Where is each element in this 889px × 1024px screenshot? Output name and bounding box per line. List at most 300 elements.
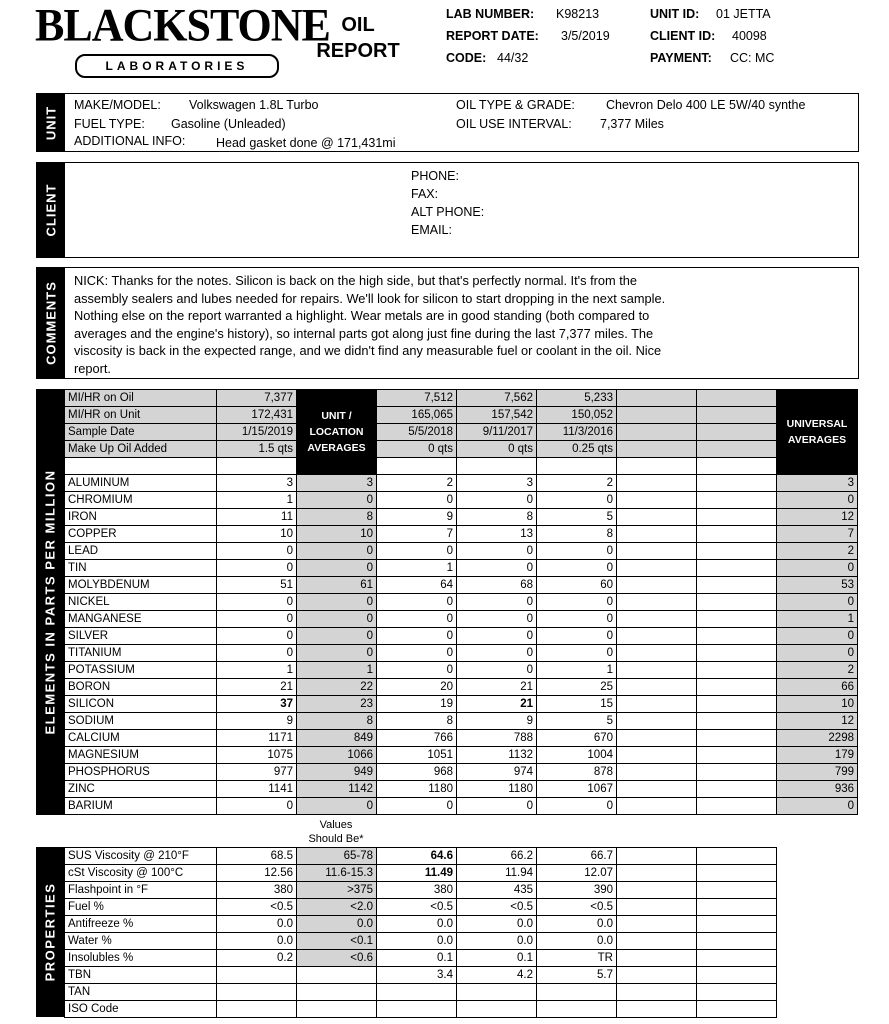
property-name: Fuel % bbox=[65, 899, 217, 916]
element-universal-average: 0 bbox=[777, 798, 858, 815]
element-universal-average: 12 bbox=[777, 713, 858, 730]
element-unit-average: 0 bbox=[297, 645, 377, 662]
element-row bbox=[65, 543, 858, 560]
element-row bbox=[65, 492, 858, 509]
element-prev2: 0 bbox=[457, 560, 537, 577]
element-unit-average: 949 bbox=[297, 764, 377, 781]
blank-cell bbox=[697, 458, 777, 475]
property-prev2: <0.5 bbox=[457, 899, 537, 916]
element-prev3: 1067 bbox=[537, 781, 617, 798]
element-row bbox=[65, 730, 858, 747]
property-prev2 bbox=[457, 984, 537, 1001]
element-prev2: 21 bbox=[457, 679, 537, 696]
separator-row bbox=[65, 458, 858, 475]
comments-text bbox=[74, 272, 665, 377]
element-universal-average: 10 bbox=[777, 696, 858, 713]
element-unit-average: 61 bbox=[297, 577, 377, 594]
info-prev1: 165,065 bbox=[377, 407, 457, 424]
element-prev1: 9 bbox=[377, 509, 457, 526]
blank-cell bbox=[617, 628, 697, 645]
blank-cell bbox=[617, 594, 697, 611]
element-unit-average: 0 bbox=[297, 560, 377, 577]
property-row bbox=[65, 950, 777, 967]
property-row bbox=[65, 916, 777, 933]
element-prev1: 64 bbox=[377, 577, 457, 594]
unit-id-label: UNIT ID: bbox=[650, 7, 700, 21]
element-row bbox=[65, 747, 858, 764]
element-prev2: 0 bbox=[457, 798, 537, 815]
info-label: Make Up Oil Added bbox=[65, 441, 217, 458]
element-universal-average: 1 bbox=[777, 611, 858, 628]
element-name: MAGNESIUM bbox=[65, 747, 217, 764]
property-expected bbox=[297, 1001, 377, 1018]
element-prev3: 1004 bbox=[537, 747, 617, 764]
blank-cell bbox=[697, 594, 777, 611]
property-expected: >375 bbox=[297, 882, 377, 899]
element-universal-average: 0 bbox=[777, 560, 858, 577]
element-universal-average: 0 bbox=[777, 645, 858, 662]
info-prev2: 0 qts bbox=[457, 441, 537, 458]
blank-cell bbox=[697, 764, 777, 781]
element-prev1: 0 bbox=[377, 611, 457, 628]
element-prev2: 0 bbox=[457, 628, 537, 645]
comments-section bbox=[36, 267, 859, 379]
element-name: ZINC bbox=[65, 781, 217, 798]
element-universal-average: 2 bbox=[777, 543, 858, 560]
element-row bbox=[65, 764, 858, 781]
info-empty bbox=[697, 424, 777, 441]
element-row bbox=[65, 526, 858, 543]
element-prev1: 0 bbox=[377, 492, 457, 509]
element-prev2: 0 bbox=[457, 543, 537, 560]
blank-cell bbox=[697, 798, 777, 815]
blank-cell bbox=[697, 628, 777, 645]
element-unit-average: 0 bbox=[297, 611, 377, 628]
element-name: TITANIUM bbox=[65, 645, 217, 662]
element-row bbox=[65, 645, 858, 662]
comment-line: averages and the engine's history), so internal parts got along just fine during the last 7,377 miles. The bbox=[74, 325, 654, 341]
element-universal-average: 936 bbox=[777, 781, 858, 798]
comment-line: NICK: Thanks for the notes. Silicon is back on the high side, but that's perfectly normal. It's from the bbox=[74, 273, 638, 288]
property-name: Insolubles % bbox=[65, 950, 217, 967]
property-prev2: 0.0 bbox=[457, 916, 537, 933]
blank-cell bbox=[617, 492, 697, 509]
client-side-label: CLIENT bbox=[37, 163, 65, 257]
element-prev3: 0 bbox=[537, 594, 617, 611]
element-prev3: 0 bbox=[537, 543, 617, 560]
blank-cell bbox=[217, 458, 297, 475]
property-row bbox=[65, 933, 777, 950]
lab-number-value: K98213 bbox=[556, 7, 600, 21]
blank-cell bbox=[617, 662, 697, 679]
property-name: SUS Viscosity @ 210°F bbox=[65, 848, 217, 865]
element-unit-average: 10 bbox=[297, 526, 377, 543]
element-prev1: 0 bbox=[377, 628, 457, 645]
property-row bbox=[65, 848, 777, 865]
property-prev3: <0.5 bbox=[537, 899, 617, 916]
blank-cell bbox=[697, 882, 777, 899]
element-name: CALCIUM bbox=[65, 730, 217, 747]
element-unit-average: 1142 bbox=[297, 781, 377, 798]
property-name: cSt Viscosity @ 100°C bbox=[65, 865, 217, 882]
property-prev1: 0.1 bbox=[377, 950, 457, 967]
property-prev3: 0.0 bbox=[537, 916, 617, 933]
element-row bbox=[65, 662, 858, 679]
info-empty bbox=[697, 390, 777, 407]
element-current: 1171 bbox=[217, 730, 297, 747]
property-name: Antifreeze % bbox=[65, 916, 217, 933]
element-name: MOLYBDENUM bbox=[65, 577, 217, 594]
element-row bbox=[65, 679, 858, 696]
blank-cell bbox=[617, 560, 697, 577]
info-current: 1/15/2019 bbox=[217, 424, 297, 441]
element-prev2: 1180 bbox=[457, 781, 537, 798]
info-row bbox=[65, 441, 858, 458]
blank-cell bbox=[617, 696, 697, 713]
blank-cell bbox=[697, 967, 777, 984]
element-row bbox=[65, 696, 858, 713]
blank-cell bbox=[697, 1001, 777, 1018]
additional-info-label: ADDITIONAL INFO: bbox=[74, 134, 186, 148]
blank-cell bbox=[697, 781, 777, 798]
property-expected bbox=[297, 984, 377, 1001]
report-title-line1: OIL bbox=[341, 14, 375, 36]
element-prev2: 1132 bbox=[457, 747, 537, 764]
property-prev1 bbox=[377, 984, 457, 1001]
element-current: 37 bbox=[217, 696, 297, 713]
universal-averages-header: UNIVERSAL AVERAGES bbox=[777, 390, 858, 475]
oil-type-value: Chevron Delo 400 LE 5W/40 synthe bbox=[606, 98, 806, 112]
element-prev3: 8 bbox=[537, 526, 617, 543]
blank-cell bbox=[617, 679, 697, 696]
info-row bbox=[65, 407, 858, 424]
element-unit-average: 0 bbox=[297, 628, 377, 645]
element-current: 0 bbox=[217, 543, 297, 560]
element-prev1: 2 bbox=[377, 475, 457, 492]
unit-id-value: 01 JETTA bbox=[716, 7, 771, 21]
element-row bbox=[65, 577, 858, 594]
property-expected: 0.0 bbox=[297, 916, 377, 933]
blank-cell bbox=[617, 526, 697, 543]
blank-cell bbox=[697, 526, 777, 543]
property-prev3: 390 bbox=[537, 882, 617, 899]
blank-cell bbox=[617, 882, 697, 899]
element-row bbox=[65, 611, 858, 628]
element-prev1: 1 bbox=[377, 560, 457, 577]
property-row bbox=[65, 865, 777, 882]
info-row bbox=[65, 424, 858, 441]
element-name: BARIUM bbox=[65, 798, 217, 815]
element-current: 977 bbox=[217, 764, 297, 781]
info-label: Sample Date bbox=[65, 424, 217, 441]
blank-cell bbox=[697, 492, 777, 509]
property-expected: <0.6 bbox=[297, 950, 377, 967]
oil-use-label: OIL USE INTERVAL: bbox=[456, 117, 572, 131]
property-name: TAN bbox=[65, 984, 217, 1001]
property-prev2: 435 bbox=[457, 882, 537, 899]
blank-cell bbox=[617, 713, 697, 730]
blank-cell bbox=[617, 543, 697, 560]
blank-cell bbox=[617, 747, 697, 764]
property-prev1: <0.5 bbox=[377, 899, 457, 916]
values-header-line2: Should Be* bbox=[308, 833, 364, 845]
element-prev3: 0 bbox=[537, 492, 617, 509]
blank-cell bbox=[617, 933, 697, 950]
element-prev2: 8 bbox=[457, 509, 537, 526]
blank-cell bbox=[65, 458, 217, 475]
property-prev3: 5.7 bbox=[537, 967, 617, 984]
property-current: 380 bbox=[217, 882, 297, 899]
info-prev2: 7,562 bbox=[457, 390, 537, 407]
property-expected: 65-78 bbox=[297, 848, 377, 865]
element-prev1: 7 bbox=[377, 526, 457, 543]
element-name: MANGANESE bbox=[65, 611, 217, 628]
element-prev2: 0 bbox=[457, 645, 537, 662]
blank-cell bbox=[617, 611, 697, 628]
additional-info-value: Head gasket done @ 171,431mi bbox=[216, 136, 396, 150]
element-row bbox=[65, 798, 858, 815]
property-prev2: 0.0 bbox=[457, 933, 537, 950]
info-prev2: 9/11/2017 bbox=[457, 424, 537, 441]
info-empty bbox=[697, 407, 777, 424]
element-name: LEAD bbox=[65, 543, 217, 560]
element-current: 51 bbox=[217, 577, 297, 594]
element-name: BORON bbox=[65, 679, 217, 696]
info-empty bbox=[617, 407, 697, 424]
blank-cell bbox=[697, 848, 777, 865]
element-universal-average: 179 bbox=[777, 747, 858, 764]
element-name: SILVER bbox=[65, 628, 217, 645]
element-current: 3 bbox=[217, 475, 297, 492]
element-unit-average: 0 bbox=[297, 798, 377, 815]
element-row bbox=[65, 560, 858, 577]
property-current bbox=[217, 967, 297, 984]
blank-cell bbox=[697, 543, 777, 560]
element-universal-average: 0 bbox=[777, 628, 858, 645]
blank-cell bbox=[697, 747, 777, 764]
info-current: 7,377 bbox=[217, 390, 297, 407]
lab-number-label: LAB NUMBER: bbox=[446, 7, 535, 21]
property-prev1: 0.0 bbox=[377, 933, 457, 950]
element-current: 0 bbox=[217, 560, 297, 577]
element-row bbox=[65, 509, 858, 526]
values-should-be-header bbox=[296, 818, 376, 846]
elements-side-label: ELEMENTS IN PARTS PER MILLION bbox=[36, 389, 64, 815]
element-prev3: 670 bbox=[537, 730, 617, 747]
property-row bbox=[65, 1001, 777, 1018]
element-current: 1141 bbox=[217, 781, 297, 798]
oil-use-value: 7,377 Miles bbox=[600, 117, 664, 131]
info-prev3: 150,052 bbox=[537, 407, 617, 424]
element-name: TIN bbox=[65, 560, 217, 577]
element-prev1: 0 bbox=[377, 594, 457, 611]
property-current bbox=[217, 1001, 297, 1018]
blank-cell bbox=[617, 730, 697, 747]
blank-cell bbox=[697, 950, 777, 967]
property-prev1: 380 bbox=[377, 882, 457, 899]
blank-cell bbox=[617, 848, 697, 865]
element-prev1: 968 bbox=[377, 764, 457, 781]
element-universal-average: 2 bbox=[777, 662, 858, 679]
element-prev1: 0 bbox=[377, 798, 457, 815]
element-prev1: 0 bbox=[377, 662, 457, 679]
element-row bbox=[65, 713, 858, 730]
element-current: 0 bbox=[217, 798, 297, 815]
property-expected: <0.1 bbox=[297, 933, 377, 950]
info-current: 172,431 bbox=[217, 407, 297, 424]
info-empty bbox=[697, 441, 777, 458]
info-prev1: 7,512 bbox=[377, 390, 457, 407]
element-prev3: 2 bbox=[537, 475, 617, 492]
element-prev2: 21 bbox=[457, 696, 537, 713]
element-current: 9 bbox=[217, 713, 297, 730]
info-empty bbox=[617, 390, 697, 407]
element-row bbox=[65, 475, 858, 492]
info-prev3: 5,233 bbox=[537, 390, 617, 407]
element-name: SILICON bbox=[65, 696, 217, 713]
blank-cell bbox=[697, 509, 777, 526]
property-expected: <2.0 bbox=[297, 899, 377, 916]
blank-cell bbox=[697, 984, 777, 1001]
element-prev2: 0 bbox=[457, 492, 537, 509]
element-name: POTASSIUM bbox=[65, 662, 217, 679]
element-unit-average: 1066 bbox=[297, 747, 377, 764]
blank-cell bbox=[697, 577, 777, 594]
blank-cell bbox=[617, 509, 697, 526]
client-id-value: 40098 bbox=[732, 29, 767, 43]
element-prev2: 68 bbox=[457, 577, 537, 594]
property-prev3: TR bbox=[537, 950, 617, 967]
element-prev3: 0 bbox=[537, 628, 617, 645]
element-universal-average: 53 bbox=[777, 577, 858, 594]
info-prev1: 5/5/2018 bbox=[377, 424, 457, 441]
element-universal-average: 2298 bbox=[777, 730, 858, 747]
unit-location-averages-header: UNIT / LOCATION AVERAGES bbox=[297, 390, 377, 475]
element-prev3: 5 bbox=[537, 713, 617, 730]
property-prev3 bbox=[537, 1001, 617, 1018]
element-prev3: 878 bbox=[537, 764, 617, 781]
property-prev1: 11.49 bbox=[377, 865, 457, 882]
blank-cell bbox=[537, 458, 617, 475]
element-prev2: 0 bbox=[457, 594, 537, 611]
payment-label: PAYMENT: bbox=[650, 51, 712, 65]
element-current: 0 bbox=[217, 594, 297, 611]
alt-phone-label: ALT PHONE: bbox=[411, 205, 485, 219]
property-current bbox=[217, 984, 297, 1001]
property-current: 0.2 bbox=[217, 950, 297, 967]
element-unit-average: 0 bbox=[297, 594, 377, 611]
element-current: 1075 bbox=[217, 747, 297, 764]
element-prev1: 8 bbox=[377, 713, 457, 730]
property-prev3: 0.0 bbox=[537, 933, 617, 950]
element-unit-average: 23 bbox=[297, 696, 377, 713]
report-title bbox=[310, 12, 406, 64]
element-prev3: 60 bbox=[537, 577, 617, 594]
element-prev2: 0 bbox=[457, 611, 537, 628]
element-name: CHROMIUM bbox=[65, 492, 217, 509]
element-name: SODIUM bbox=[65, 713, 217, 730]
report-date-value: 3/5/2019 bbox=[561, 29, 610, 43]
element-universal-average: 66 bbox=[777, 679, 858, 696]
report-title-line2: REPORT bbox=[316, 40, 400, 62]
property-expected: 11.6-15.3 bbox=[297, 865, 377, 882]
comment-line: Nothing else on the report warranted a highlight. Wear metals are in good standing (both compared to bbox=[74, 308, 650, 323]
property-prev3: 12.07 bbox=[537, 865, 617, 882]
element-name: NICKEL bbox=[65, 594, 217, 611]
blank-cell bbox=[617, 950, 697, 967]
blank-cell bbox=[617, 1001, 697, 1018]
blank-cell bbox=[617, 967, 697, 984]
element-current: 11 bbox=[217, 509, 297, 526]
element-current: 21 bbox=[217, 679, 297, 696]
blank-cell bbox=[697, 730, 777, 747]
info-prev2: 157,542 bbox=[457, 407, 537, 424]
blank-cell bbox=[697, 679, 777, 696]
blank-cell bbox=[617, 781, 697, 798]
make-model-value: Volkswagen 1.8L Turbo bbox=[189, 98, 319, 112]
property-name: Water % bbox=[65, 933, 217, 950]
element-prev1: 20 bbox=[377, 679, 457, 696]
blank-cell bbox=[617, 475, 697, 492]
property-current: <0.5 bbox=[217, 899, 297, 916]
blank-cell bbox=[617, 899, 697, 916]
client-section bbox=[36, 162, 859, 258]
fuel-type-label: FUEL TYPE: bbox=[74, 117, 145, 131]
blank-cell bbox=[697, 713, 777, 730]
element-current: 0 bbox=[217, 611, 297, 628]
phone-label: PHONE: bbox=[411, 169, 459, 183]
element-name: IRON bbox=[65, 509, 217, 526]
info-prev3: 0.25 qts bbox=[537, 441, 617, 458]
comment-line: report. bbox=[74, 360, 111, 376]
element-row bbox=[65, 781, 858, 798]
element-prev1: 766 bbox=[377, 730, 457, 747]
element-universal-average: 799 bbox=[777, 764, 858, 781]
blank-cell bbox=[697, 933, 777, 950]
element-prev1: 0 bbox=[377, 645, 457, 662]
property-prev2 bbox=[457, 1001, 537, 1018]
fuel-type-value: Gasoline (Unleaded) bbox=[171, 117, 286, 131]
unit-side-label: UNIT bbox=[37, 94, 65, 151]
blank-cell bbox=[697, 916, 777, 933]
payment-value: CC: MC bbox=[730, 51, 775, 65]
element-unit-average: 1 bbox=[297, 662, 377, 679]
blank-cell bbox=[697, 611, 777, 628]
blank-cell bbox=[617, 798, 697, 815]
element-row bbox=[65, 594, 858, 611]
property-name: Flashpoint in °F bbox=[65, 882, 217, 899]
element-unit-average: 0 bbox=[297, 543, 377, 560]
info-prev3: 11/3/2016 bbox=[537, 424, 617, 441]
properties-table bbox=[64, 847, 777, 1018]
blank-cell bbox=[697, 560, 777, 577]
property-name: TBN bbox=[65, 967, 217, 984]
element-unit-average: 8 bbox=[297, 509, 377, 526]
element-current: 0 bbox=[217, 645, 297, 662]
element-name: PHOSPHORUS bbox=[65, 764, 217, 781]
property-row bbox=[65, 882, 777, 899]
blank-cell bbox=[617, 764, 697, 781]
comment-line: viscosity is back in the expected range, and we didn't find any measurable fuel or coolant in the oil. Nice bbox=[74, 343, 662, 358]
blank-cell bbox=[697, 696, 777, 713]
report-date-label: REPORT DATE: bbox=[446, 29, 539, 43]
property-name: ISO Code bbox=[65, 1001, 217, 1018]
element-unit-average: 849 bbox=[297, 730, 377, 747]
element-prev3: 0 bbox=[537, 560, 617, 577]
elements-table bbox=[64, 389, 858, 815]
blank-cell bbox=[697, 899, 777, 916]
code-label: CODE: bbox=[446, 51, 487, 65]
